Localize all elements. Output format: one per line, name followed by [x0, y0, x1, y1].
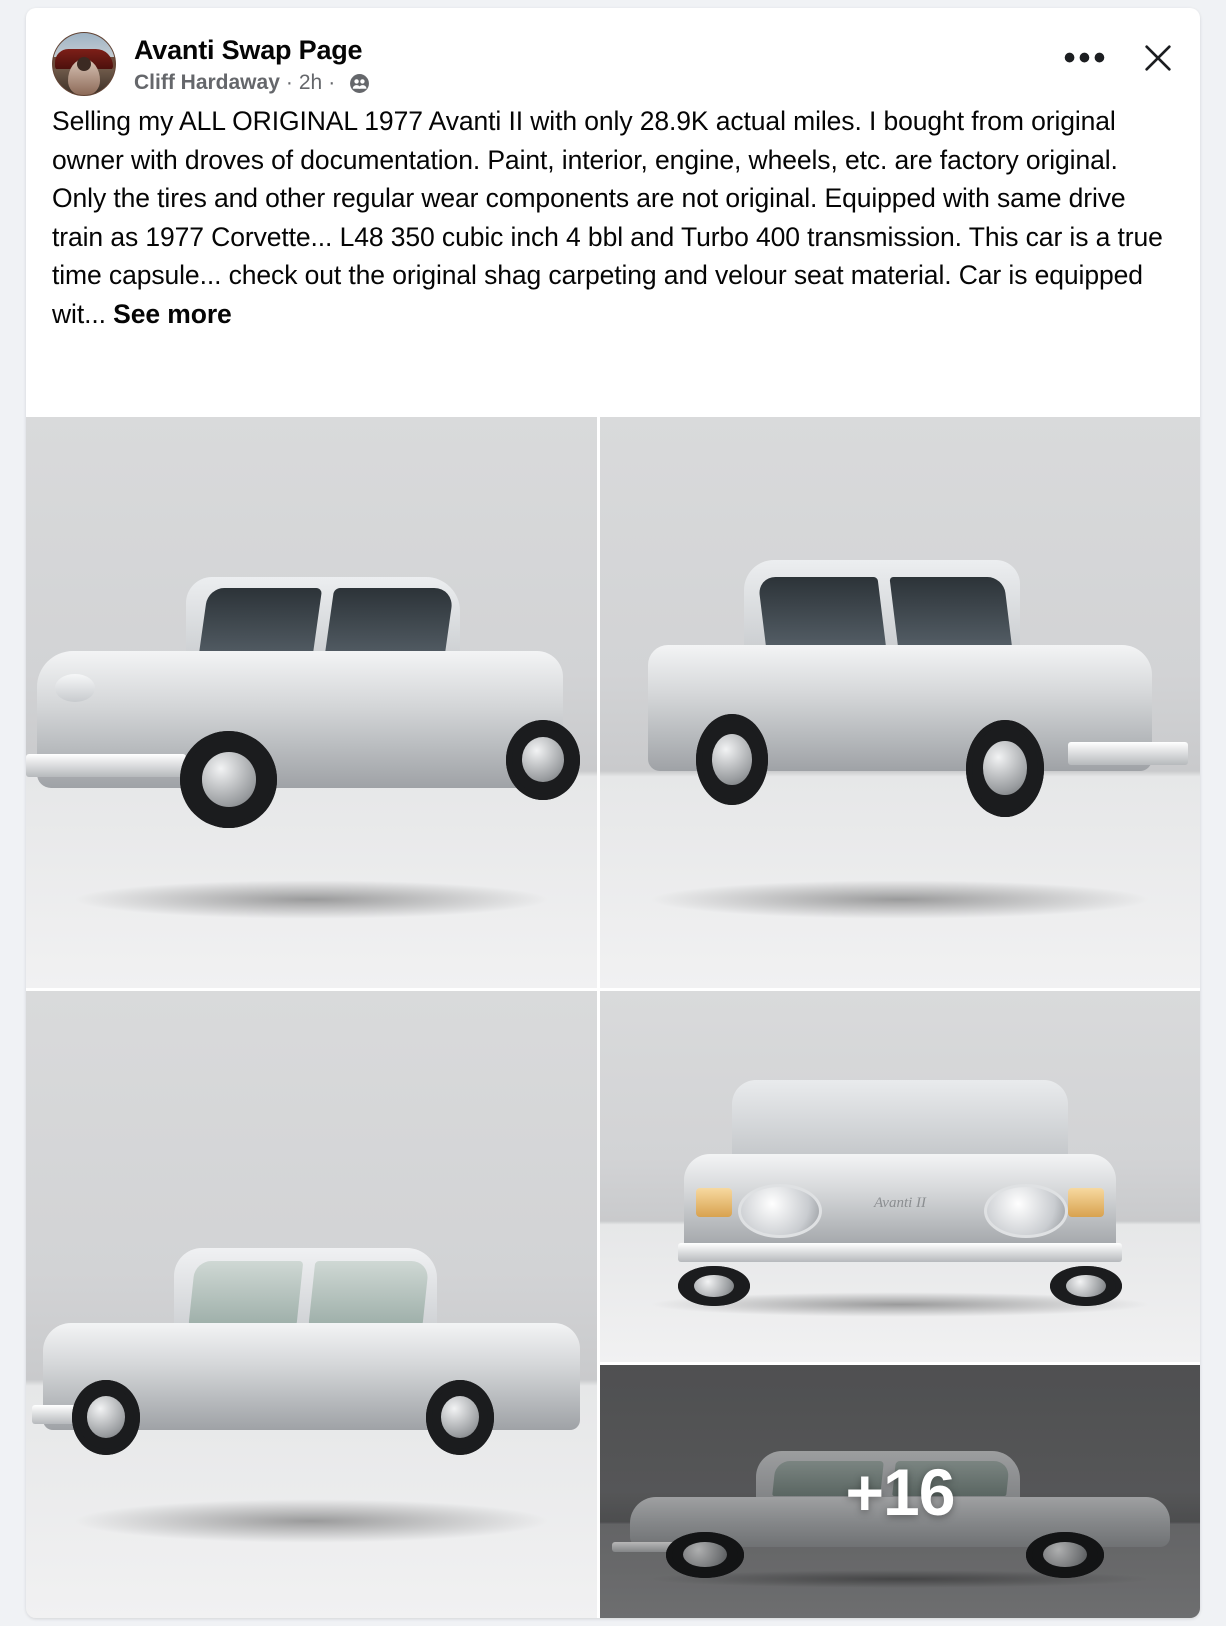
avatar[interactable]	[52, 32, 116, 96]
car-front-bumper	[678, 1243, 1122, 1262]
car-front-bumper	[26, 754, 186, 777]
photo-floor-shadow	[648, 880, 1152, 920]
page-title[interactable]: Avanti Swap Page	[134, 35, 363, 65]
car-front-wheel	[72, 1380, 141, 1455]
meta-separator-1: ·	[285, 71, 293, 94]
photo-thumbnail-3[interactable]	[600, 991, 1200, 1362]
car-rear-bumper	[1068, 742, 1188, 765]
photo-floor-shadow	[72, 1499, 552, 1543]
car-rear-wheel	[966, 720, 1044, 817]
post-header-text	[134, 32, 370, 96]
close-button[interactable]	[1138, 38, 1178, 78]
car-roof	[732, 1080, 1068, 1162]
car-front-wheel	[696, 714, 768, 805]
facebook-post-card	[26, 8, 1200, 1618]
car-headlight-left	[738, 1184, 822, 1238]
post-meta	[134, 70, 370, 96]
header-actions	[1064, 38, 1178, 78]
post-header	[26, 8, 1200, 94]
car-front-wheel	[180, 731, 277, 828]
car-front-window	[188, 1261, 303, 1324]
car-side-window	[757, 577, 886, 651]
car-rear-window	[308, 1261, 429, 1324]
photo-thumbnail-5-more[interactable]	[600, 1365, 1200, 1618]
car-headlight	[55, 674, 95, 703]
photo-thumbnail-1[interactable]	[26, 417, 597, 988]
post-text: Selling my ALL ORIGINAL 1977 Avanti II with only 28.9K actual miles. I bought from original owner with droves of documentation. Paint, interior, engine, wheels, etc. are factory original. Only the tires and other regular wear components are not original. Equipped with same drive train as 1977 Corvette... L48 350 cubic inch 4 bbl and Turbo 400 transmission. This car is a true time capsule... check out the original shag carpeting and velour seat material. Car is equipped wit...	[52, 106, 1163, 329]
car-rear-wheel	[506, 720, 580, 800]
post-photo-grid	[26, 417, 1200, 1618]
more-options-button[interactable]: •••	[1063, 39, 1109, 77]
car-headlight-right	[984, 1184, 1068, 1238]
car-turn-signal-left	[696, 1188, 732, 1218]
car-wheel-right	[1050, 1266, 1122, 1307]
car-rear-window	[889, 577, 1012, 651]
car-turn-signal-right	[1068, 1188, 1104, 1218]
photo-floor-shadow	[72, 880, 552, 920]
group-audience-icon[interactable]	[349, 73, 370, 94]
post-timestamp[interactable]: 2h	[298, 71, 323, 94]
see-more-link[interactable]: See more	[113, 298, 232, 329]
post-author[interactable]: Cliff Hardaway	[134, 71, 280, 94]
meta-separator-2: ·	[328, 71, 336, 94]
car-wheel-left	[678, 1266, 750, 1307]
car-rear-wheel	[426, 1380, 495, 1455]
more-photos-count[interactable]: +16	[845, 1454, 955, 1529]
post-body	[26, 90, 1200, 347]
photo-thumbnail-2[interactable]	[600, 417, 1200, 988]
car-hood-badge: Avanti II	[873, 1195, 927, 1212]
photo-thumbnail-4[interactable]	[26, 991, 597, 1618]
